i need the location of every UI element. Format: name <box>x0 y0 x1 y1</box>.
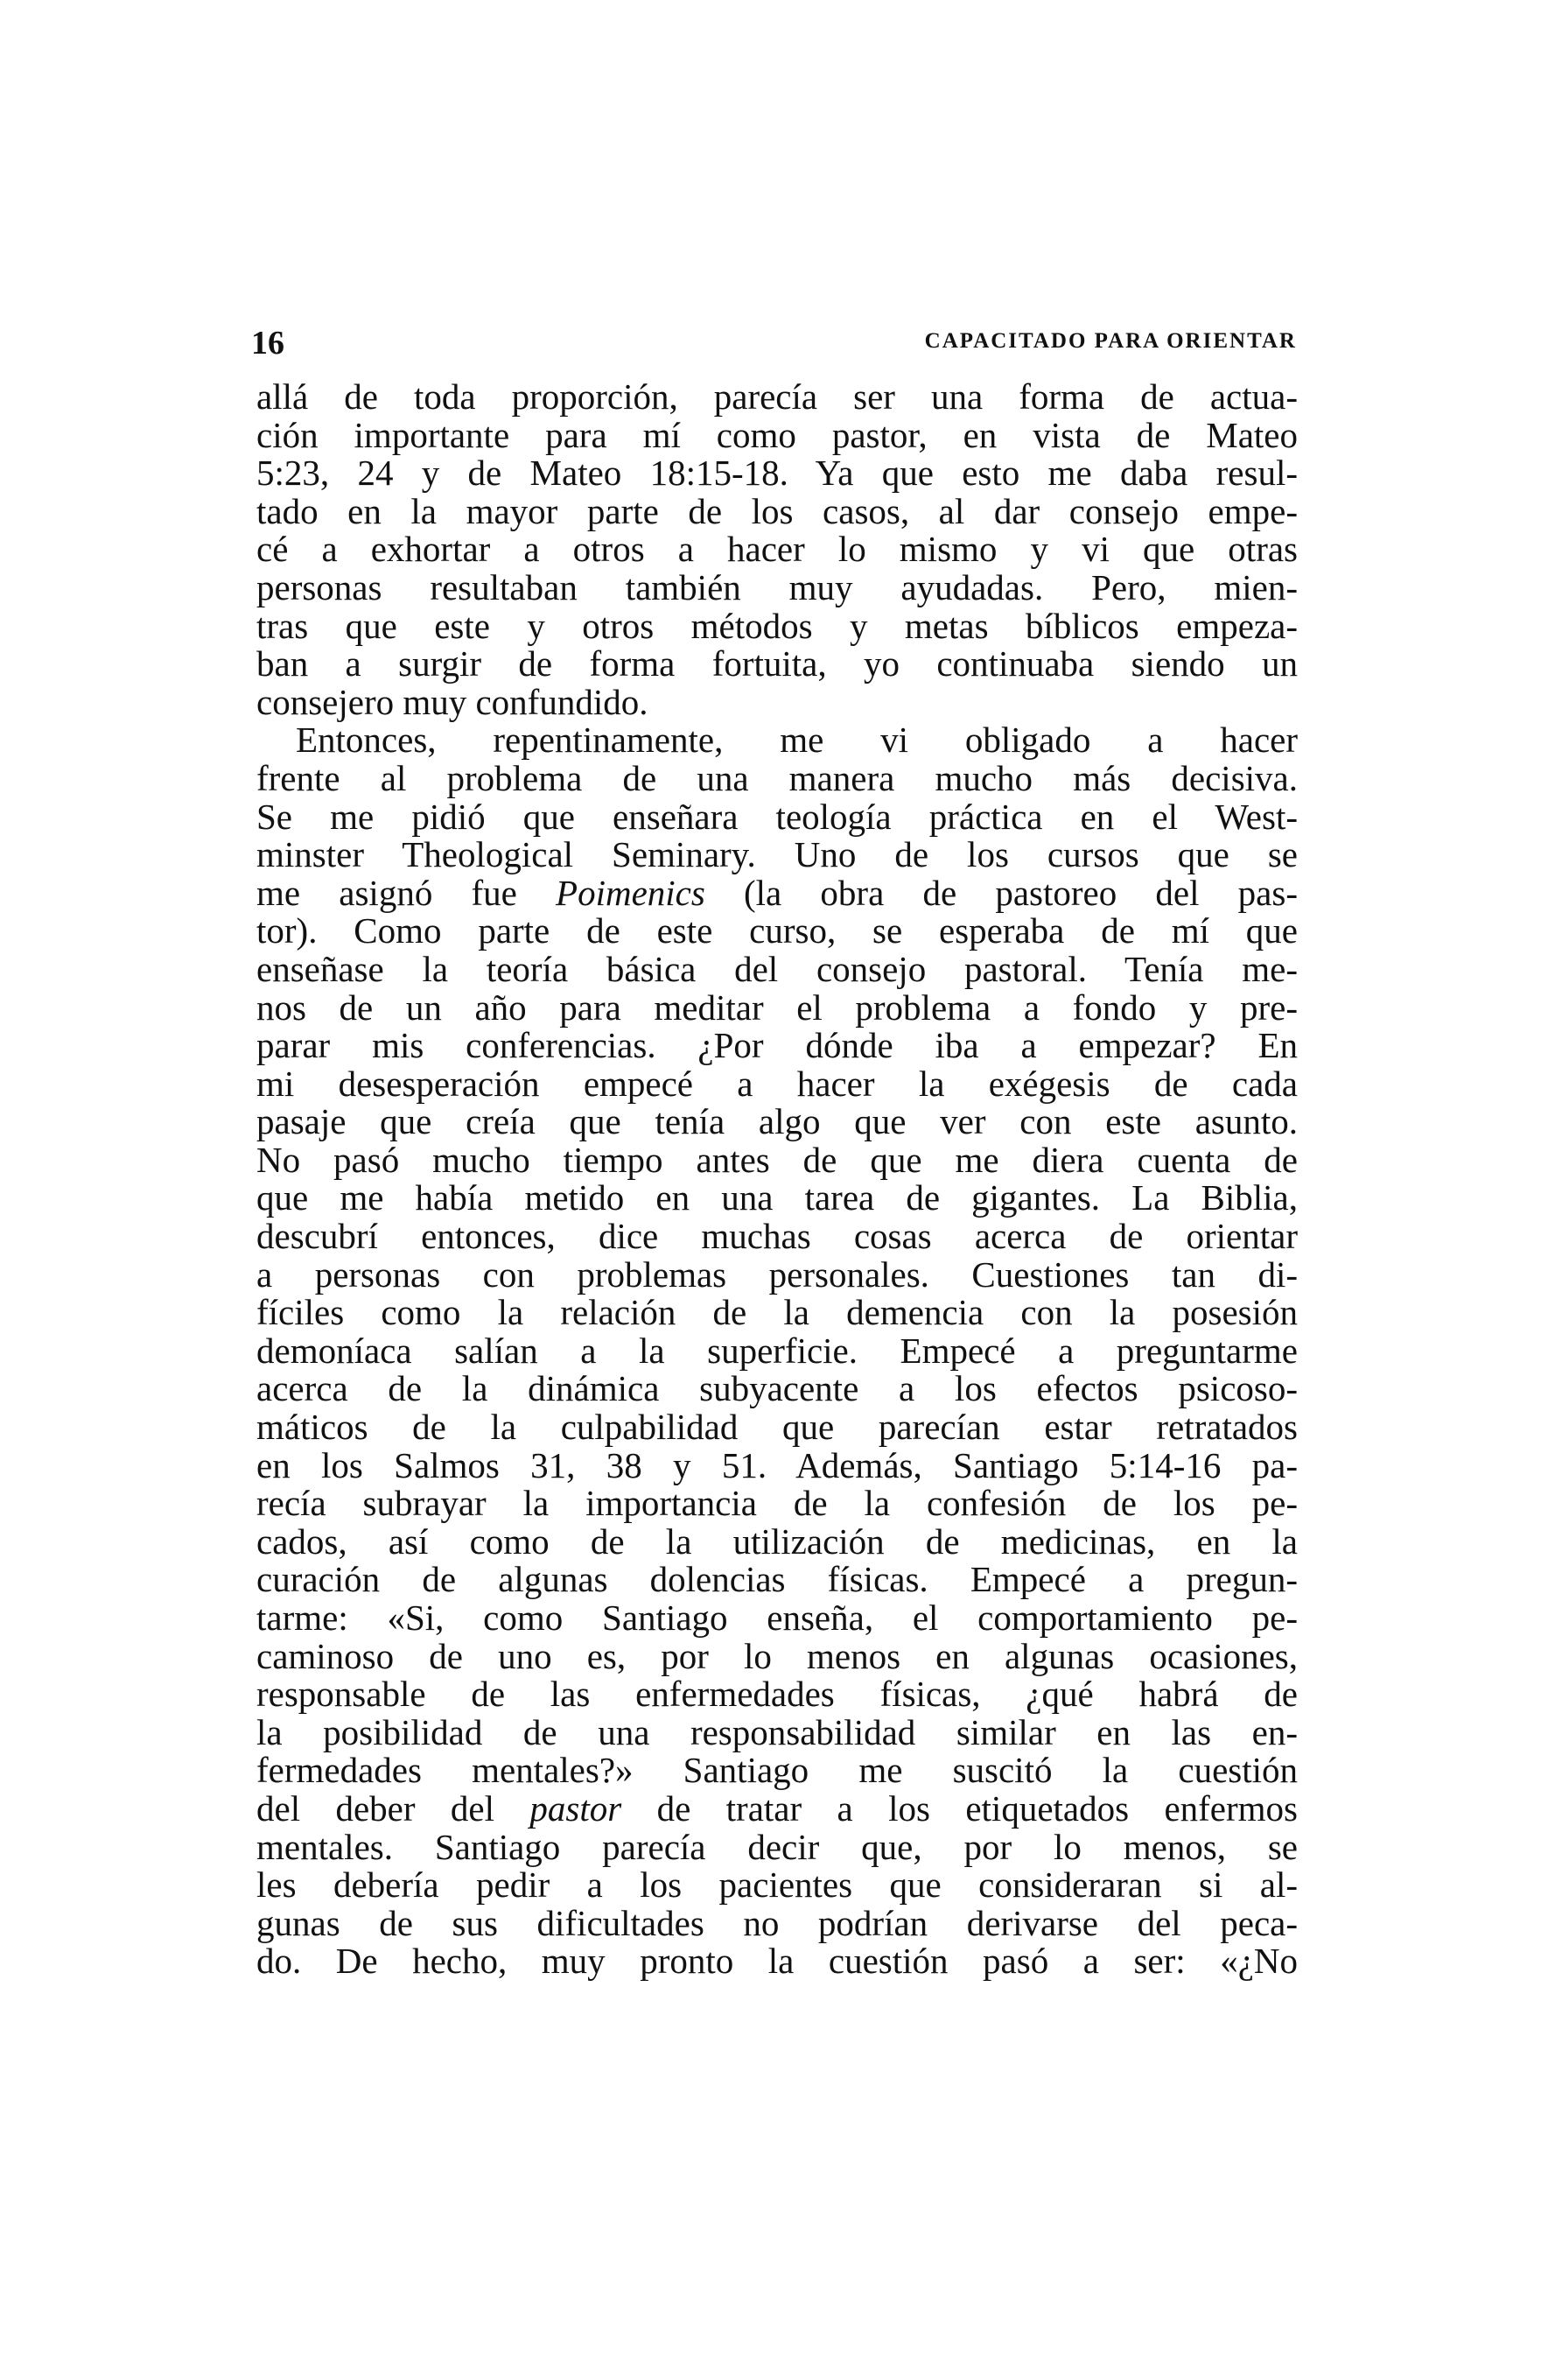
text-line: en los Salmos 31, 38 y 51. Además, Santiago 5:14-16 pa- <box>256 1444 1298 1485</box>
text-line: allá de toda proporción, parecía ser una forma de actua- <box>256 376 1298 417</box>
text-segment: (la obra de pastoreo del pas- <box>704 872 1298 913</box>
text-line: que me había metido en una tarea de gigantes. La Biblia, <box>256 1177 1298 1218</box>
text-line: mentales. Santiago parecía decir que, por lo menos, se <box>256 1826 1298 1867</box>
text-line: máticos de la culpabilidad que parecían estar retratados <box>256 1407 1298 1448</box>
text-line-with-italic <box>256 874 1298 913</box>
text-line: acerca de la dinámica subyacente a los efectos psicoso- <box>256 1368 1298 1409</box>
text-segment: de tratar a los etiquetados enfermos <box>621 1787 1299 1829</box>
text-line: tras que este y otros métodos y metas bíblicos empeza- <box>256 605 1298 646</box>
italic-term: Poimenics <box>556 872 705 913</box>
text-line: a personas con problemas personales. Cuestiones tan di- <box>256 1253 1298 1295</box>
text-line: caminoso de uno es, por lo menos en algunas ocasiones, <box>256 1635 1298 1676</box>
text-line: cé a exhortar a otros a hacer lo mismo y vi que otras <box>256 529 1298 570</box>
text-line: mi desesperación empecé a hacer la exégesis de cada <box>256 1063 1298 1104</box>
text-line-with-italic <box>256 1787 1299 1829</box>
text-line: pasaje que creía que tenía algo que ver con este asunto. <box>256 1101 1298 1142</box>
text-line: consejero muy confundido. <box>256 681 648 722</box>
text-line: fermedades mentales?» Santiago me suscitó la cuestión <box>256 1750 1298 1791</box>
text-line: Entonces, repentinamente, me vi obligado a hacer <box>296 720 1298 761</box>
text-line: minster Theological Seminary. Uno de los cursos que se <box>256 834 1298 875</box>
paragraph-1 <box>256 378 1298 721</box>
text-line: nos de un año para meditar el problema a fondo y pre- <box>256 986 1298 1028</box>
text-line: tarme: «Si, como Santiago enseña, el comportamiento pe- <box>256 1597 1298 1638</box>
text-line: la posibilidad de una responsabilidad similar en las en- <box>256 1711 1298 1752</box>
text-line: Se me pidió que enseñara teología práctica en el West- <box>256 796 1298 837</box>
text-line: tado en la mayor parte de los casos, al dar consejo empe- <box>256 490 1298 531</box>
text-line: recía subrayar la importancia de la confesión de los pe- <box>256 1483 1298 1524</box>
paragraph-2 <box>256 721 1298 1981</box>
page-header <box>251 324 1297 368</box>
text-line: demoníaca salían a la superficie. Empecé a preguntarme <box>256 1330 1298 1371</box>
text-line: frente al problema de una manera mucho más decisiva. <box>256 757 1298 798</box>
text-line: curación de algunas dolencias físicas. Empecé a pregun- <box>256 1559 1298 1600</box>
text-line: enseñase la teoría básica del consejo pastoral. Tenía me- <box>256 948 1298 989</box>
text-line: ban a surgir de forma fortuita, yo continuaba siendo un <box>256 643 1298 685</box>
body-text <box>256 378 1298 1981</box>
text-line: responsable de las enfermedades físicas, ¿qué habrá de <box>256 1674 1298 1715</box>
text-line: 5:23, 24 y de Mateo 18:15-18. Ya que esto me daba resul- <box>256 453 1298 494</box>
text-line: No pasó mucho tiempo antes de que me diera cuenta de <box>256 1139 1298 1180</box>
text-line: do. De hecho, muy pronto la cuestión pasó a ser: «¿No <box>256 1941 1298 1982</box>
italic-term: pastor <box>529 1787 622 1829</box>
text-line: fíciles como la relación de la demencia con la posesión <box>256 1292 1298 1333</box>
text-line: ción importante para mí como pastor, en vista de Mateo <box>256 414 1298 455</box>
text-line: personas resultaban también muy ayudadas. Pero, mien- <box>256 566 1298 607</box>
text-segment: me asignó fue <box>256 872 557 913</box>
text-line: descubrí entonces, dice muchas cosas acerca de orientar <box>256 1216 1298 1257</box>
text-line: tor). Como parte de este curso, se esperaba de mí que <box>256 910 1298 951</box>
text-segment: del deber del <box>256 1787 530 1829</box>
page-number: 16 <box>251 325 284 362</box>
running-head: CAPACITADO PARA ORIENTAR <box>924 329 1297 353</box>
text-line: les debería pedir a los pacientes que consideraran si al- <box>256 1864 1298 1906</box>
text-line: parar mis conferencias. ¿Por dónde iba a empezar? En <box>256 1025 1298 1066</box>
text-line: cados, así como de la utilización de medicinas, en la <box>256 1520 1298 1562</box>
text-line: gunas de sus dificultades no podrían derivarse del peca- <box>256 1902 1298 1943</box>
